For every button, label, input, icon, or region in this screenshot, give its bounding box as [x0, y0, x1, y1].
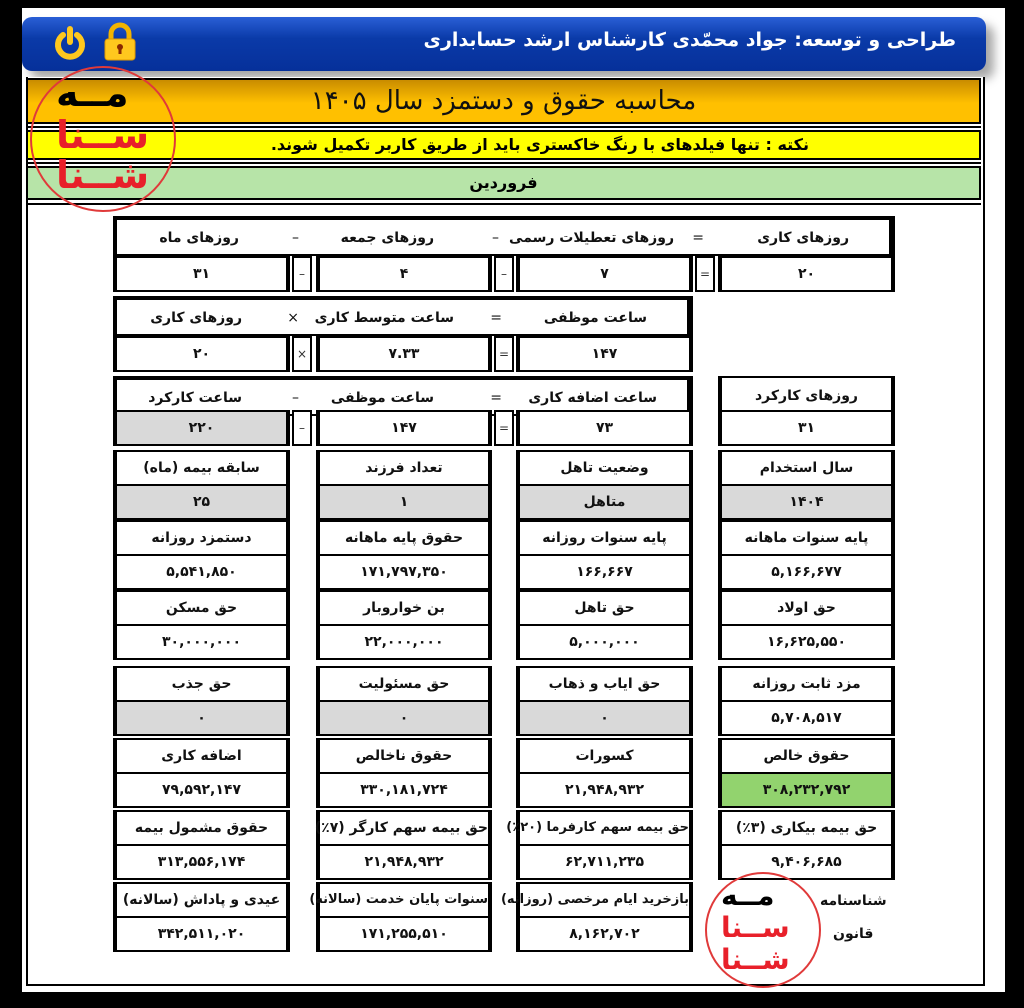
op-equals: =	[490, 390, 502, 406]
label-required-hours-2: ساعت موظفی	[330, 390, 434, 406]
field-value: ۵,۵۴۱,۸۵۰	[113, 554, 290, 590]
field-value: ۱۷۱,۷۹۷,۳۵۰	[316, 554, 492, 590]
value-working-days-2: ۲۰	[113, 336, 290, 372]
label-working-days-2: روزهای کاری	[150, 310, 242, 326]
field-label: سنوات پایان خدمت (سالانه)	[316, 882, 492, 918]
field-label: حقوق پایه ماهانه	[316, 520, 492, 556]
label-overtime-hours: ساعت اضافه کاری	[528, 390, 657, 406]
watermark-line-2: ســنا	[721, 911, 790, 944]
field-label: حق بیمه بیکاری (۳٪)	[718, 810, 895, 846]
op-minus-box: –	[292, 256, 312, 292]
field-label: حقوق خالص	[718, 738, 895, 774]
input-field[interactable]: ۱	[316, 484, 492, 520]
watermark-line-2: ســنا	[56, 113, 150, 157]
watermark-line-3: شــنا	[721, 943, 790, 976]
watermark-line-3: شــنا	[56, 153, 150, 197]
value-fridays: ۴	[316, 256, 492, 292]
input-field[interactable]: متاهل	[516, 484, 693, 520]
value-working-days: ۲۰	[718, 256, 895, 292]
field-value: ۲۱,۹۴۸,۹۳۲	[316, 844, 492, 880]
field-label: پایه سنوات ماهانه	[718, 520, 895, 556]
op-minus-box: –	[494, 256, 514, 292]
field-label: حق اولاد	[718, 590, 895, 626]
op-minus: –	[292, 390, 299, 406]
field-value: ۵,۷۰۸,۵۱۷	[718, 700, 895, 736]
field-label: عیدی و پاداش (سالانه)	[113, 882, 290, 918]
field-label: حق بیمه سهم کارفرما (۲۰٪)	[516, 810, 693, 846]
field-label: حق بیمه سهم کارگر (۷٪)	[316, 810, 492, 846]
field-label: کسورات	[516, 738, 693, 774]
field-value: ۱۶۶,۶۶۷	[516, 554, 693, 590]
formula-row-1-header	[113, 216, 895, 256]
field-label: تعداد فرزند	[316, 450, 492, 486]
note-banner: نکته : تنها فیلدهای با رنگ خاکستری باید از طریق کاربر تکمیل شوند.	[26, 130, 981, 160]
op-times: ×	[287, 310, 299, 326]
field-label: وضعیت تاهل	[516, 450, 693, 486]
header-title: طراحی و توسعه: جواد محمّدی کارشناس ارشد حسابداری	[423, 29, 956, 51]
label-working-days: روزهای کاری	[757, 230, 849, 246]
net-salary-value: ۳۰۸,۲۳۲,۷۹۲	[718, 772, 895, 808]
watermark-line-1: مــه	[721, 879, 775, 912]
power-icon[interactable]	[52, 26, 88, 62]
label-avg-work-hours: ساعت متوسط کاری	[314, 310, 454, 326]
op-equals-box: =	[494, 336, 514, 372]
field-label: حق جذب	[113, 666, 290, 702]
value-official-holidays: ۷	[516, 256, 693, 292]
field-label: بازخرید ایام مرخصی (روزانه)	[516, 882, 693, 918]
op-equals-box: =	[494, 410, 514, 446]
op-minus: –	[292, 230, 299, 246]
input-field[interactable]: ۰	[516, 700, 693, 736]
watermark-logo-footer	[705, 872, 821, 988]
field-label: مزد ثابت روزانه	[718, 666, 895, 702]
field-label: سابقه بیمه (ماه)	[113, 450, 290, 486]
field-value: ۷۹,۵۹۲,۱۴۷	[113, 772, 290, 808]
input-field[interactable]: ۱۴۰۴	[718, 484, 895, 520]
field-value: ۲۲,۰۰۰,۰۰۰	[316, 624, 492, 660]
field-label: پایه سنوات روزانه	[516, 520, 693, 556]
op-equals-box: =	[695, 256, 715, 292]
op-equals: =	[692, 230, 704, 246]
field-label: سال استخدام	[718, 450, 895, 486]
label-worked-hours: ساعت کارکرد	[148, 390, 242, 406]
op-equals: =	[490, 310, 502, 326]
field-label: اضافه کاری	[113, 738, 290, 774]
label-official-holidays: روزهای تعطیلات رسمی	[509, 230, 674, 246]
input-worked-hours[interactable]: ۲۲۰	[113, 410, 290, 446]
label-month-days: روزهای ماه	[159, 230, 239, 246]
page-title: محاسبه حقوق و دستمزد سال ۱۴۰۵	[26, 78, 981, 124]
value-worked-days: ۳۱	[718, 410, 895, 446]
field-label: حق مسئولیت	[316, 666, 492, 702]
field-value: ۹,۴۰۶,۶۸۵	[718, 844, 895, 880]
link-ghanoon[interactable]: قانون	[833, 926, 874, 942]
input-field[interactable]: ۰	[316, 700, 492, 736]
field-value: ۳۳۰,۱۸۱,۷۲۴	[316, 772, 492, 808]
value-month-days: ۳۱	[113, 256, 290, 292]
value-overtime-hours: ۷۳	[516, 410, 693, 446]
field-value: ۳۱۳,۵۵۶,۱۷۴	[113, 844, 290, 880]
field-label: حقوق مشمول بیمه	[113, 810, 290, 846]
field-value: ۳۴۲,۵۱۱,۰۲۰	[113, 916, 290, 952]
month-label: فروردین	[26, 166, 981, 200]
header-bar	[22, 17, 986, 71]
field-value: ۱۶,۶۲۵,۵۵۰	[718, 624, 895, 660]
field-value: ۵,۰۰۰,۰۰۰	[516, 624, 693, 660]
value-required-hours: ۱۴۷	[516, 336, 693, 372]
op-times-box: ×	[292, 336, 312, 372]
field-value: ۵,۱۶۶,۶۷۷	[718, 554, 895, 590]
watermark-line-1: مــه	[56, 71, 129, 115]
field-value: ۸,۱۶۲,۷۰۲	[516, 916, 693, 952]
watermark-logo	[30, 66, 176, 212]
op-minus-box: –	[292, 410, 312, 446]
input-field[interactable]: ۰	[113, 700, 290, 736]
field-label: دستمزد روزانه	[113, 520, 290, 556]
label-fridays: روزهای جمعه	[340, 230, 434, 246]
link-shenasnameh[interactable]: شناسنامه	[820, 893, 887, 909]
value-avg-work-hours: ۷.۳۳	[316, 336, 492, 372]
field-value: ۱۷۱,۲۵۵,۵۱۰	[316, 916, 492, 952]
divider	[26, 203, 981, 205]
field-value: ۲۱,۹۴۸,۹۳۲	[516, 772, 693, 808]
label-required-hours: ساعت موظفی	[543, 310, 647, 326]
field-label: حقوق ناخالص	[316, 738, 492, 774]
formula-row-2-header	[113, 296, 693, 336]
lock-icon[interactable]	[102, 22, 138, 62]
field-value: ۶۲,۷۱۱,۲۳۵	[516, 844, 693, 880]
field-label: حق تاهل	[516, 590, 693, 626]
field-value: ۳۰,۰۰۰,۰۰۰	[113, 624, 290, 660]
label-worked-days: روزهای کارکرد	[718, 376, 895, 416]
field-label: حق مسکن	[113, 590, 290, 626]
value-required-hours-2: ۱۴۷	[316, 410, 492, 446]
input-field[interactable]: ۲۵	[113, 484, 290, 520]
op-minus: –	[492, 230, 499, 246]
field-label: حق ایاب و ذهاب	[516, 666, 693, 702]
field-label: بن خواروبار	[316, 590, 492, 626]
